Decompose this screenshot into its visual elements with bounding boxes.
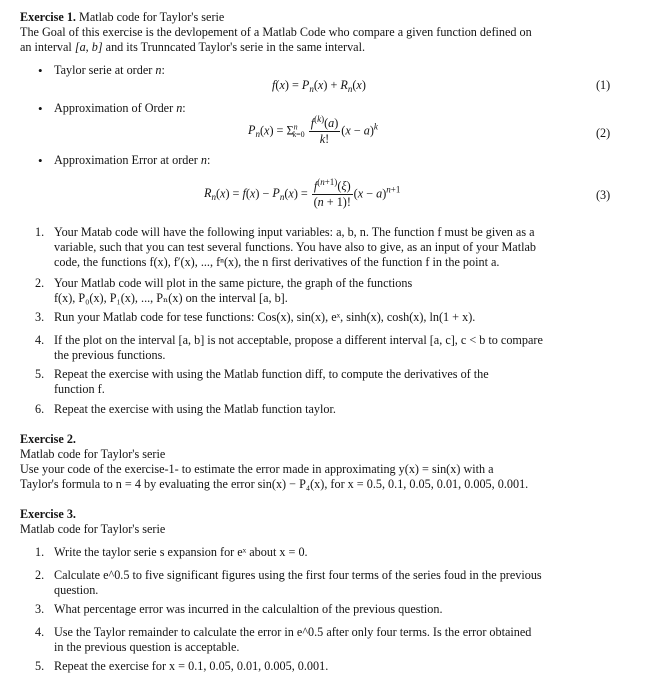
list-item: Use the Taylor remainder to calculate the error in e^0.5 after only four terms. Is the error obtained in the previous question is acceptable. [54, 625, 532, 654]
list-item: Repeat the exercise for x = 0.1, 0.05, 0.01, 0.005, 0.001. [54, 659, 329, 673]
exercise-2-subtitle: Matlab code for Taylor's serie [20, 447, 166, 461]
list-item: Run your Matlab code for tese functions: Cos(x), sin(x), eˣ, sinh(x), cosh(x), ln(1 + x). [54, 310, 476, 324]
equation-2-number: (2) [596, 126, 611, 140]
bullet-approximation-error: Approximation Error at order n: [54, 153, 211, 167]
exercise-2-heading: Exercise 2. [20, 432, 76, 446]
bullet-dot: • [38, 101, 43, 116]
exercise-2-line-2: Taylor's formula to n = 4 by evaluating the error sin(x) − P₄(x), for x = 0.5, 0.1, 0.05, 0.01, 0.005, 0.001. [20, 477, 529, 491]
exercise-3-heading: Exercise 3. [20, 507, 76, 521]
bullet-dot: • [38, 63, 43, 78]
list-item: Write the taylor serie s expansion for eˣ about x = 0. [54, 545, 308, 559]
exercise-1-heading [20, 10, 224, 25]
equation-3: $R_n(x) = f(x) - P_n(x)$ = $\frac{f^{(n+1)}(\xi)}{(n + 1)!}$ $(x - a)^{n+1}$ [204, 177, 401, 209]
list-item: Calculate e^0.5 to five significant figures using the first four terms of the series foud in the previous question. [54, 568, 542, 597]
exercise-2-line-1: Use your code of the exercise-1- to estimate the error made in approximating y(x) = sin(x) with a [20, 462, 494, 476]
exercise-1-intro-line-2: an interval [a, b] and its Trunncated Taylor's serie in the same interval. [20, 40, 366, 54]
document-page: Exercise 1. Matlab code for Taylor's serie The Goal of this exercise is the devlopement of a Matlab Code who compare a given function defined on an interval [a, b] and its Trunncated Taylor's serie in the same interval. • Taylor serie at order n: $f(x) = P_n(x) + R_n(x)$ (1) • Approximation of Order n: $P_n(x) = \Sigma^n_{k=0}$ $\frac{f^{(k)}(a)}{k!}$ $(x - a)^k$ (2) • Approximation Error at order n: $R_n(x) = f(x) - P_n(x)$ = $\frac{f^{(n+1)}(\xi)}{(n + 1)!}$ $(x - a)^{n+1}$ (3) 1. Your Matab code will have the following input variables: a, b, n. The function f must be given as a variable, such that you can test several functions. You have also to give, as an input of your Matlab code, the functions f(x), f′(x), ..., fⁿ(x), the n first derivatives of the function f in the point a. 2. Your Matlab code will plot in the same picture, the graph of the functions f(x), P₀(x), P₁(x), ..., Pₙ(x) on the interval [a, b]. 3. Run your Matlab code for tese functions: Cos(x), sin(x), eˣ, sinh(x), cosh(x), ln(1 + x). 4. If the plot on the interval [a, b] is not acceptable, propose a different interval [a, c], c < b to compare the previous functions. 5. Repeat the exercise with using the Matlab function diff, to compute the derivatives of the function f. 6. Repeat the exercise with using the Matlab function taylor. Exercise 2. Matlab code for Taylor's serie Use your code of the exercise-1- to estimate the error made in approximating y(x) = sin(x) with a Taylor's formula to n = 4 by evaluating the error sin(x) − P₄(x), for x = 0.5, 0.1, 0.05, 0.01, 0.005, 0.001. Exercise 3. Matlab code for Taylor's serie 1. Write the taylor serie s expansion for eˣ about x = 0. 2. Calculate e^0.5 to five significant figures using the first four terms of the series foud in the previous question. 3. What percentage error was incurred in the calculaltion of the previous question. 4. Use the Taylor remainder to calculate the error in e^0.5 after only four terms. Is the error obtained in the previous question is acceptable. 5. Repeat the exercise for x = 0.1, 0.05, 0.01, 0.005, 0.001. [0, 0, 648, 700]
bullet-approximation-order: Approximation of Order n: [54, 101, 186, 115]
equation-2: $P_n(x) = \Sigma^n_{k=0}$ $\frac{f^{(k)}(a)}{k!}$ $(x - a)^k$ [248, 114, 378, 146]
list-item: What percentage error was incurred in the calculaltion of the previous question. [54, 602, 443, 616]
exercise-3-subtitle: Matlab code for Taylor's serie [20, 522, 166, 536]
equation-3-number: (3) [596, 188, 611, 202]
list-item: If the plot on the interval [a, b] is not acceptable, propose a different interval [a, c], c < b to compare the previous functions. [54, 333, 543, 362]
exercise-1-label: Exercise 1. [20, 10, 76, 24]
equation-1-number: (1) [596, 78, 611, 92]
exercise-1-intro-line-1: The Goal of this exercise is the devlopement of a Matlab Code who compare a given function defined on [20, 25, 532, 39]
list-item: Repeat the exercise with using the Matlab function taylor. [54, 402, 336, 416]
equation-1: $f(x) = P_n(x) + R_n(x)$ [272, 78, 366, 94]
list-item: Repeat the exercise with using the Matlab function diff, to compute the derivatives of the function f. [54, 367, 489, 396]
list-item: Your Matlab code will plot in the same picture, the graph of the functions f(x), P₀(x), P₁(x), ..., Pₙ(x) on the interval [a, b]. [54, 276, 413, 305]
bullet-dot: • [38, 153, 43, 168]
bullet-taylor-serie: Taylor serie at order n: [54, 63, 165, 77]
list-item: Your Matab code will have the following input variables: a, b, n. The function f must be given as a variable, such that you can test several functions. You have also to give, as an input of your Matlab code, the functions f(x), f′(x), ..., fⁿ(x), the n first derivatives of the function f in the point a. [54, 225, 536, 269]
exercise-1-title: Matlab code for Taylor's serie [79, 10, 225, 24]
